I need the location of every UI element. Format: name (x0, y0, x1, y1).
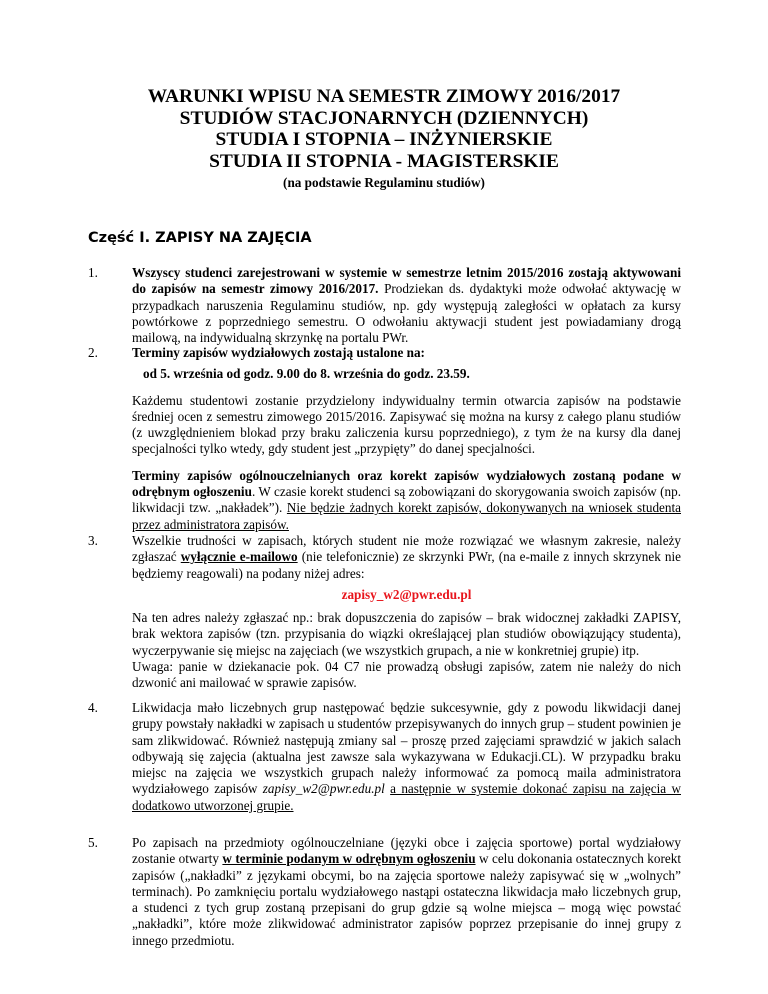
item-1-bold: Wszyscy studenci zarejestrowani w systemie w semestrze letnim 2015/2016 zostają aktywowani do zapisów na semestr zimowy 2016/2017. (132, 265, 681, 297)
list-item-5 (88, 835, 681, 949)
item-2-para-2 (132, 468, 681, 533)
item-5-text-a: Po zapisach na przedmioty ogólnouczelniane (języki obce i zajęcia sportowe) portal wydziałowy zostanie otwarty (132, 835, 681, 867)
title-line-1: WARUNKI WPISU NA SEMESTR ZIMOWY 2016/2017 (147, 86, 621, 107)
item-number: 2. (88, 345, 98, 360)
item-3-text-a: Wszelkie trudności w zapisach, których student nie może rozwiązać we własnym zakresie, należy zgłaszać (132, 533, 681, 565)
list-item-3 (88, 533, 681, 692)
item-number: 5. (88, 835, 98, 850)
list-item-2 (88, 345, 681, 533)
item-4-text-a: Likwidacja mało liczebnych grup następować będzie sukcesywnie, gdy z powodu likwidacji danej grupy powstały nakładki w zapisach u studentów przepisywanych do innych grup – student powinien je sam zlikwidować. Również następują zmiany sal – proszę przed zajęciami sprawdzić w jakich salach odbywają się zajęcia (aktualna jest zawsze sala wykazywana w Edukacji.CL). W przypadku braku miejsc na zajęcia we wszystkich grupach należy informować za pomocą maila administratora wydziałowego zapisów (132, 700, 681, 797)
item-1-rest: Prodziekan ds. dydaktyki może odwołać aktywację w przypadkach naruszenia Regulaminu studiów, np. gdy występują zaległości w opłatach za kursy powtórkowe z poprzedniego semestru. O odwołaniu aktywacji student jest powiadamiany drogą mailową, na indywidualną skrzynkę na portalu PWr. (132, 281, 681, 346)
support-email: zapisy_w2@pwr.edu.pl (341, 586, 472, 602)
item-2-para-1: Każdemu studentowi zostanie przydzielony indywidualny termin otwarcia zapisów na podstawie średniej ocen z semestru zimowego 2015/2016. Zapisywać się można na kursy z całego planu studiów (z uwzględnieniem blokad przy braku zaliczenia kursu poprzedniego), z tym że na kursy dla danej specjalności tylko wtedy, gdy student jest „przypięty” do danej specjalności. (132, 392, 681, 457)
list-item-1 (88, 265, 681, 346)
item-number: 3. (88, 533, 98, 548)
item-2-dates: od 5. września od godz. 9.00 do 8. września do godz. 23.59. (143, 366, 470, 382)
item-3-text-c: (nie telefonicznie) ze skrzynki PWr, (na e-maile z innych skrzynek nie będziemy reagowali) na podany niżej adres: (132, 549, 681, 581)
document-title (0, 86, 768, 191)
title-line-3: STUDIA I STOPNIA – INŻYNIERSKIE (215, 129, 553, 150)
item-5-text-b: w celu dokonania ostatecznych korekt zapisów („nakładki” z językami obcymi, bo na zajęcia sportowe należy zapisywać się w „wolnych” terminach). Po zamknięciu portalu wydziałowego nastąpi ostateczna likwidacja mało liczebnych grup, a studenci z tych grup zostaną przepisani do grup gdzie są wolne miejsca – mogą więc powstać „nakładki”, które może zlikwidować administrator zapisów poprzez przepisanie do innej grupy z innego przedmiotu. (132, 851, 681, 948)
item-3-note: Uwaga: panie w dziekanacie pok. 04 C7 nie prowadzą obsługi zapisów, zatem nie należy do nich dzwonić ani mailować w sprawie zapisów. (132, 659, 681, 691)
section-heading: Część I. ZAPISY NA ZAJĘCIA (88, 230, 312, 246)
item-1-text (132, 265, 681, 346)
item-number: 4. (88, 700, 98, 715)
item-3-para-2: Na ten adres należy zgłaszać np.: brak dopuszczenia do zapisów – brak widocznej zakładki ZAPISY, brak wektora zapisów (tzn. przypisania do wiązki określającej plan studiów obowiązujący studenta), wyczerpywanie się miejsc na zajęciach (we wszystkich grupach, a nie w konkretniej grupie) itp. (132, 610, 681, 658)
item-3-emphasis: wyłącznie e-mailowo (180, 549, 298, 565)
item-4-text (132, 700, 681, 814)
item-5-emphasis: w terminie podanym w odrębnym ogłoszeniu (222, 851, 476, 867)
item-3-text (132, 533, 681, 582)
item-2-para-2-rest: . W czasie korekt studenci są zobowiązani do skorygowania swoich zapisów (np. likwidacji tzw. „nakładek”). (132, 484, 682, 516)
item-2-para-2-bold: Terminy zapisów ogólnouczelnianych oraz korekt zapisów wydziałowych zostaną podane w odrębnym ogłoszeniu (132, 467, 681, 500)
item-number: 1. (88, 265, 98, 280)
title-line-4: STUDIA II STOPNIA - MAGISTERSKIE (209, 150, 559, 172)
document-subtitle: (na podstawie Regulaminu studiów) (283, 175, 485, 190)
item-2-para-2-underline: Nie będzie żadnych korekt zapisów, dokonywanych na wniosek studenta przez administratora zapisów. (132, 500, 681, 532)
item-4-email: zapisy_w2@pwr.edu.pl (262, 781, 385, 797)
list-item-4 (88, 700, 681, 814)
item-2-heading: Terminy zapisów wydziałowych zostają ustalone na: (132, 345, 425, 360)
item-5-text (132, 835, 681, 949)
title-line-2: STUDIÓW STACJONARNYCH (DZIENNYCH) (179, 107, 589, 129)
item-4-underline: a następnie w systemie dokonać zapisu na zajęcia w dodatkowo utworzonej grupie. (132, 781, 681, 813)
